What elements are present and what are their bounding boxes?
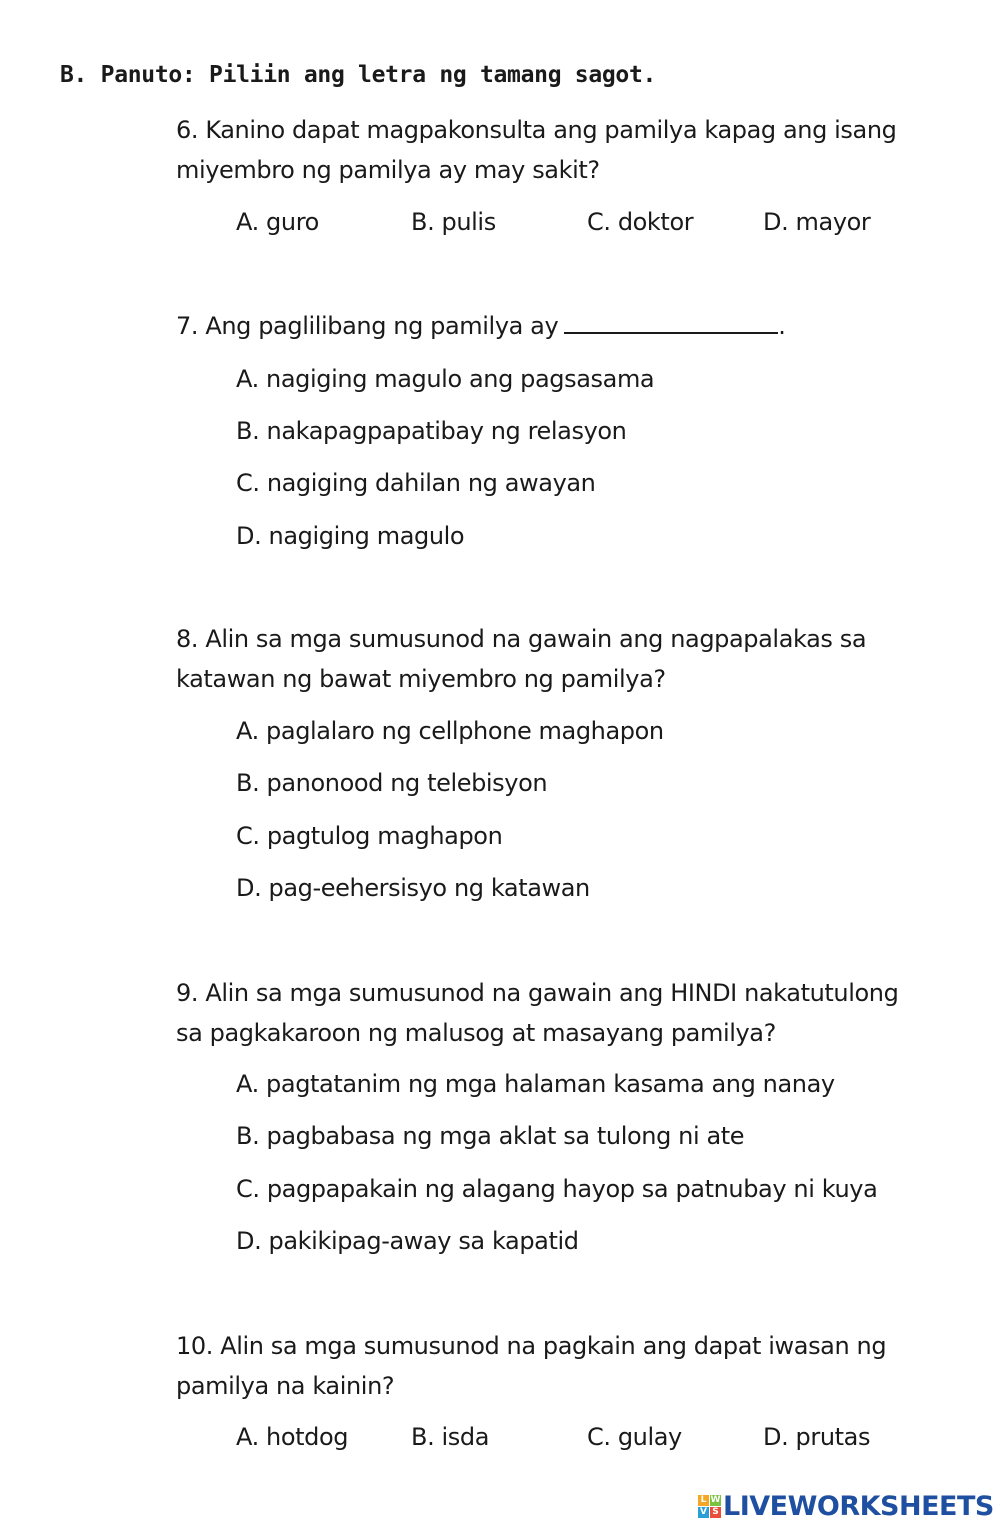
q8-option-a[interactable]: A. paglalaro ng cellphone maghapon bbox=[236, 717, 664, 745]
q10-option-c[interactable]: C. gulay bbox=[587, 1423, 682, 1451]
liveworksheets-logo-icon bbox=[698, 1495, 721, 1518]
question-7 bbox=[176, 306, 936, 346]
q9-option-b[interactable]: B. pagbabasa ng mga aklat sa tulong ni ate bbox=[236, 1122, 745, 1150]
question-6-line-2: miyembro ng pamilya ay may sakit? bbox=[176, 156, 600, 184]
logo-mark-w: W bbox=[710, 1494, 721, 1505]
q10-option-a[interactable]: A. hotdog bbox=[236, 1423, 349, 1451]
question-7-period: . bbox=[778, 312, 786, 340]
question-6 bbox=[176, 110, 936, 190]
question-9-line-2: sa pagkakaroon ng malusog at masayang pamilya? bbox=[176, 1019, 776, 1047]
q6-option-a[interactable]: A. guro bbox=[236, 208, 319, 236]
question-10-line-1: 10. Alin sa mga sumusunod na pagkain ang dapat iwasan ng bbox=[176, 1332, 887, 1360]
question-10-line-2: pamilya na kainin? bbox=[176, 1372, 395, 1400]
q7-option-d[interactable]: D. nagiging magulo bbox=[236, 522, 465, 550]
q9-option-d[interactable]: D. pakikipag-away sa kapatid bbox=[236, 1227, 579, 1255]
q8-option-c[interactable]: C. pagtulog maghapon bbox=[236, 822, 503, 850]
q9-option-a[interactable]: A. pagtatanim ng mga halaman kasama ang nanay bbox=[236, 1070, 835, 1098]
q6-option-c[interactable]: C. doktor bbox=[587, 208, 694, 236]
q8-option-b[interactable]: B. panonood ng telebisyon bbox=[236, 769, 548, 797]
question-8 bbox=[176, 619, 936, 699]
logo-mark-l: L bbox=[698, 1495, 709, 1506]
logo-mark-s: S bbox=[710, 1507, 721, 1518]
q7-option-b[interactable]: B. nakapagpapatibay ng relasyon bbox=[236, 417, 627, 445]
answer-blank[interactable] bbox=[564, 310, 778, 334]
question-9-line-1: 9. Alin sa mga sumusunod na gawain ang HINDI nakatutulong bbox=[176, 979, 899, 1007]
q10-option-d[interactable]: D. prutas bbox=[763, 1423, 871, 1451]
liveworksheets-logo[interactable] bbox=[698, 1490, 994, 1522]
q7-option-a[interactable]: A. nagiging magulo ang pagsasama bbox=[236, 365, 655, 393]
question-7-text: 7. Ang paglilibang ng pamilya ay bbox=[176, 312, 559, 340]
question-9 bbox=[176, 973, 936, 1053]
logo-mark-v: V bbox=[698, 1507, 709, 1518]
liveworksheets-logo-text: LIVEWORKSHEETS bbox=[723, 1490, 994, 1522]
q10-option-b[interactable]: B. isda bbox=[411, 1423, 490, 1451]
q7-option-c[interactable]: C. nagiging dahilan ng awayan bbox=[236, 469, 596, 497]
instructions-heading: B. Panuto: Piliin ang letra ng tamang sagot. bbox=[60, 62, 657, 88]
question-8-line-2: katawan ng bawat miyembro ng pamilya? bbox=[176, 665, 666, 693]
question-10 bbox=[176, 1326, 936, 1406]
q6-option-b[interactable]: B. pulis bbox=[411, 208, 496, 236]
question-6-line-1: 6. Kanino dapat magpakonsulta ang pamilya kapag ang isang bbox=[176, 116, 897, 144]
q6-option-d[interactable]: D. mayor bbox=[763, 208, 871, 236]
q9-option-c[interactable]: C. pagpapakain ng alagang hayop sa patnubay ni kuya bbox=[236, 1175, 878, 1203]
q8-option-d[interactable]: D. pag-eehersisyo ng katawan bbox=[236, 874, 590, 902]
question-8-line-1: 8. Alin sa mga sumusunod na gawain ang nagpapalakas sa bbox=[176, 625, 867, 653]
